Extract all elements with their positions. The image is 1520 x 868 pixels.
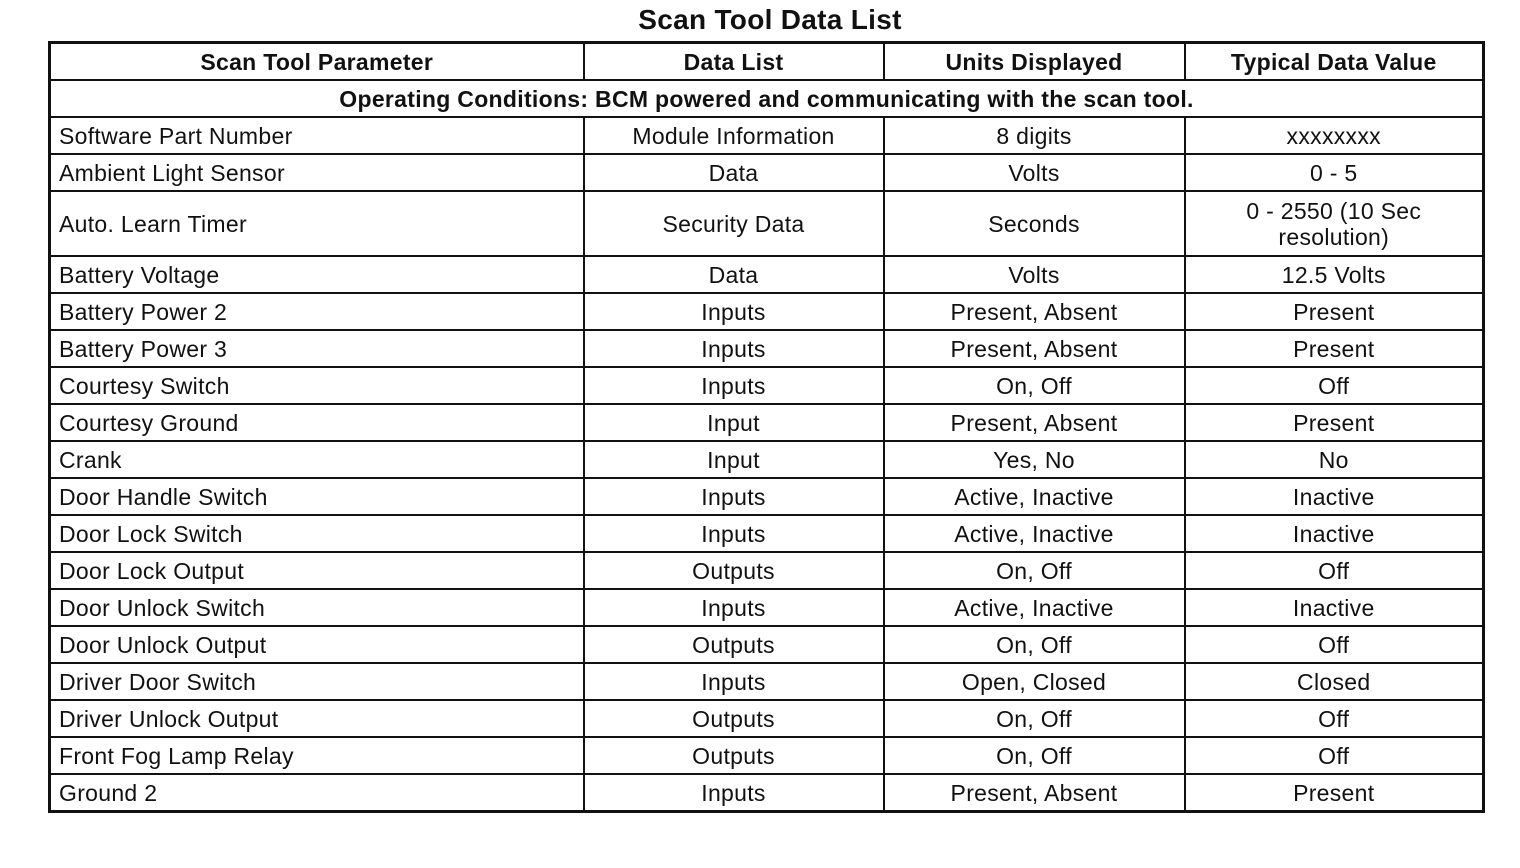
parameter-cell: Door Handle Switch (50, 478, 584, 515)
parameter-cell: Auto. Learn Timer (50, 191, 584, 256)
typical-value-cell: xxxxxxxx (1185, 117, 1484, 154)
typical-value-cell: Off (1185, 552, 1484, 589)
table-row (50, 117, 1484, 154)
typical-value-cell: Present (1185, 293, 1484, 330)
data-list-cell: Outputs (584, 552, 884, 589)
table-row (50, 404, 1484, 441)
typical-value-cell: Off (1185, 700, 1484, 737)
data-list-cell: Data (584, 256, 884, 293)
typical-value-cell: Off (1185, 626, 1484, 663)
column-header-units: Units Displayed (884, 43, 1185, 81)
table-row (50, 663, 1484, 700)
scan-tool-data-table (48, 41, 1485, 813)
column-header-parameter: Scan Tool Parameter (50, 43, 584, 81)
parameter-cell: Ambient Light Sensor (50, 154, 584, 191)
table-row (50, 626, 1484, 663)
table-row (50, 589, 1484, 626)
operating-conditions-row (50, 80, 1484, 117)
parameter-cell: Door Unlock Output (50, 626, 584, 663)
table-row (50, 737, 1484, 774)
parameter-cell: Battery Power 3 (50, 330, 584, 367)
data-list-cell: Outputs (584, 626, 884, 663)
table-row (50, 154, 1484, 191)
data-list-cell: Inputs (584, 330, 884, 367)
typical-value-cell: Present (1185, 330, 1484, 367)
parameter-cell: Battery Voltage (50, 256, 584, 293)
units-cell: Open, Closed (884, 663, 1185, 700)
typical-value-cell: Present (1185, 404, 1484, 441)
data-list-cell: Inputs (584, 293, 884, 330)
table-row (50, 441, 1484, 478)
typical-value-cell: Inactive (1185, 478, 1484, 515)
operating-conditions: Operating Conditions: BCM powered and communicating with the scan tool. (50, 80, 1484, 117)
table-row (50, 256, 1484, 293)
table-row (50, 293, 1484, 330)
typical-value-cell: Present (1185, 774, 1484, 812)
units-cell: Present, Absent (884, 774, 1185, 812)
units-cell: Present, Absent (884, 330, 1185, 367)
data-list-cell: Module Information (584, 117, 884, 154)
parameter-cell: Software Part Number (50, 117, 584, 154)
data-list-cell: Inputs (584, 774, 884, 812)
units-cell: Present, Absent (884, 293, 1185, 330)
page-title: Scan Tool Data List (638, 4, 902, 35)
parameter-cell: Ground 2 (50, 774, 584, 812)
data-list-cell: Inputs (584, 515, 884, 552)
typical-value-cell: Off (1185, 367, 1484, 404)
parameter-cell: Door Lock Output (50, 552, 584, 589)
units-cell: On, Off (884, 552, 1185, 589)
data-list-cell: Inputs (584, 589, 884, 626)
table-row (50, 191, 1484, 256)
column-header-data-list: Data List (584, 43, 884, 81)
units-cell: On, Off (884, 700, 1185, 737)
units-cell: Yes, No (884, 441, 1185, 478)
parameter-cell: Door Unlock Switch (50, 589, 584, 626)
data-list-cell: Inputs (584, 478, 884, 515)
parameter-cell: Crank (50, 441, 584, 478)
parameter-cell: Front Fog Lamp Relay (50, 737, 584, 774)
data-list-cell: Data (584, 154, 884, 191)
data-list-cell: Outputs (584, 737, 884, 774)
parameter-cell: Driver Unlock Output (50, 700, 584, 737)
units-cell: Volts (884, 256, 1185, 293)
table-row (50, 330, 1484, 367)
data-list-cell: Security Data (584, 191, 884, 256)
typical-value-cell: No (1185, 441, 1484, 478)
parameter-cell: Courtesy Ground (50, 404, 584, 441)
data-list-cell: Inputs (584, 367, 884, 404)
data-list-cell: Input (584, 404, 884, 441)
table-row (50, 552, 1484, 589)
units-cell: Seconds (884, 191, 1185, 256)
typical-value-cell: Inactive (1185, 515, 1484, 552)
units-cell: Volts (884, 154, 1185, 191)
typical-value-cell: 12.5 Volts (1185, 256, 1484, 293)
typical-value-cell: Inactive (1185, 589, 1484, 626)
parameter-cell: Battery Power 2 (50, 293, 584, 330)
typical-value-cell: 0 - 2550 (10 Sec resolution) (1185, 191, 1484, 256)
table-row (50, 774, 1484, 812)
units-cell: Active, Inactive (884, 515, 1185, 552)
parameter-cell: Courtesy Switch (50, 367, 584, 404)
units-cell: Active, Inactive (884, 589, 1185, 626)
data-list-cell: Outputs (584, 700, 884, 737)
parameter-cell: Door Lock Switch (50, 515, 584, 552)
table-row (50, 478, 1484, 515)
header-row (50, 43, 1484, 81)
data-list-cell: Input (584, 441, 884, 478)
units-cell: Active, Inactive (884, 478, 1185, 515)
data-list-cell: Inputs (584, 663, 884, 700)
units-cell: 8 digits (884, 117, 1185, 154)
table-row (50, 367, 1484, 404)
units-cell: On, Off (884, 626, 1185, 663)
units-cell: On, Off (884, 367, 1185, 404)
table-row (50, 515, 1484, 552)
column-header-typical-value: Typical Data Value (1185, 43, 1484, 81)
typical-value-cell: Off (1185, 737, 1484, 774)
units-cell: On, Off (884, 737, 1185, 774)
typical-value-cell: Closed (1185, 663, 1484, 700)
typical-value-cell: 0 - 5 (1185, 154, 1484, 191)
units-cell: Present, Absent (884, 404, 1185, 441)
parameter-cell: Driver Door Switch (50, 663, 584, 700)
table-row (50, 700, 1484, 737)
